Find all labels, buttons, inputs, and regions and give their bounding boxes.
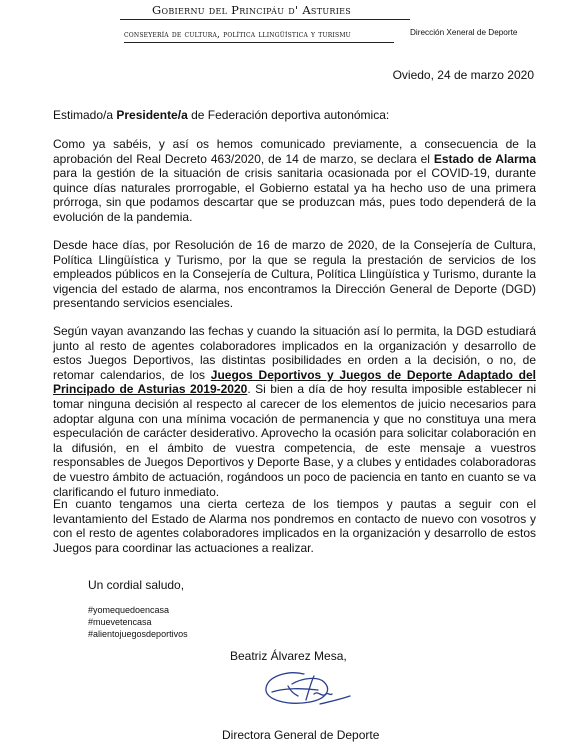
paragraph-3-bold-underlined: Juegos Deportivos y Juegos de Deporte Adaptado del Principado de Asturias 2019-2020 (53, 367, 536, 397)
greeting-pre: Estimado/a (53, 108, 117, 122)
hashtag-2: #muevetencasa (88, 617, 152, 627)
paragraph-1-text-a: Como ya sabéis, y así os hemos comunicado previamente, a consecuencia de la aprobación del Real Decreto 463/2020, de 14 de marzo, se declara el (53, 137, 536, 166)
paragraph-1-text-b: para la gestión de la situación de crisis sanitaria ocasionada por el COVID-19, durante quince días naturales prorrogable, el Gobierno estatal ya ha hecho uso de una primera prórroga, sin que podamos descartar que se produzcan más, pues todo dependerá de la evolución de la pandemia. (53, 166, 536, 224)
closing: Un cordial saludo, (88, 578, 185, 592)
paragraph-4: En cuanto tengamos una cierta certeza de los tiempos y pautas a seguir con el levantamiento del Estado de Alarma nos pondremos en contacto de nuevo con vosotros y con el resto de agentes colaboradores implicados en la organización y desarrollo de estos Juegos para coordinar las actuaciones a realizar. (53, 497, 536, 555)
signature-drawing (258, 666, 354, 714)
letterhead-underline (124, 42, 394, 43)
paragraph-3-text-b: . Si bien a día de hoy resulta imposible establecer ni tomar ninguna decisión al respecto al carecer de los elementos de juicio necesarios para adoptar alguna con una mínima vocación de permanencia y que no constituya una mera especulación de carácter desiderativo. Aprovecho la ocasión para solicitar colaboración en la difusión, en el ámbito de vuestra competencia, de este mensaje a vuestros responsables de Juegos Deportivos y Deporte Base, y a clubes y entidades colaboradoras de vuestro ámbito de actuación, rogándoos un poco de paciencia en tanto en cuanto se va clarificando el futuro inmediato. (53, 382, 536, 499)
paragraph-1 (53, 137, 536, 225)
greeting (53, 108, 536, 123)
paragraph-3 (53, 324, 536, 499)
hashtag-3: #alientojuegosdeportivos (88, 629, 188, 639)
letterhead-government: Gobiernu del Principáu d' Asturies (152, 3, 352, 17)
greeting-post: de Federación deportiva autonómica: (187, 108, 390, 122)
signer-role: Directora General de Deporte (222, 728, 380, 742)
letterhead-direccion: Dirección Xeneral de Deporte (410, 28, 518, 37)
signer-name: Beatriz Álvarez Mesa, (230, 649, 347, 663)
paragraph-3-text-a: Según vayan avanzando las fechas y cuando la situación así lo permita, la DGD estudiará junto al resto de agentes colaboradores implicados en la organización y desarrollo de estos Juegos Deportivos, las distintas posibilidades en orden a la decisión, o no, de retomar calendarios, de los (53, 324, 536, 382)
handwritten-signature (258, 666, 354, 719)
letterhead-divider (120, 19, 410, 20)
paragraph-2: Desde hace días, por Resolución de 16 de marzo de 2020, de la Consejería de Cultura, Política Llingüística y Turismo, por la que se regula la prestación de servicios de los empleados públicos en la Consejería de Cultura, Política Llingüística y Turismo, durante la vigencia del estado de alarma, nos encontramos la Dirección General de Deporte (DGD) presentando servicios esenciales. (53, 238, 536, 311)
greeting-bold: Presidente/a (116, 108, 188, 122)
paragraph-1-bold: Estado de Alarma (433, 151, 536, 166)
letter-date: Oviedo, 24 de marzo 2020 (392, 68, 534, 82)
hashtag-1: #yomequedoencasa (88, 605, 170, 615)
letterhead-conseyeria: conseyería de cultura, política llingüística y turismu (124, 30, 351, 40)
